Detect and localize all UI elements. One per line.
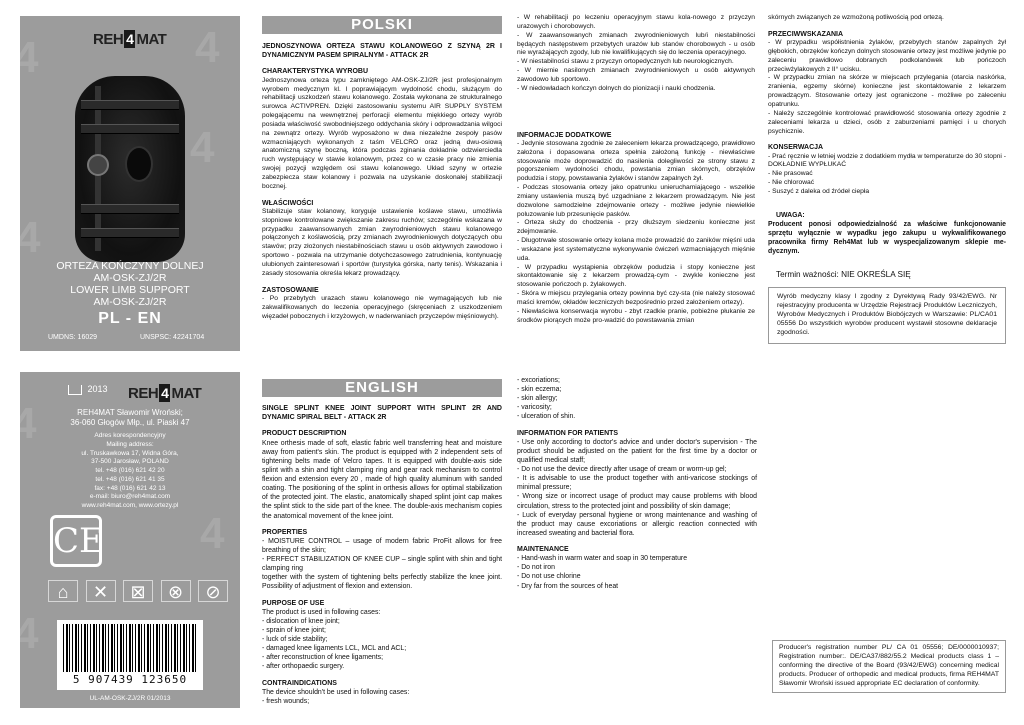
- registration-box-en: Producer's registration number PL/ CA 01 05556; DE/0000010937; Registration number:. DE/CA37/882/55.2 Medical products class 1 – conforming the directive of the Board (93/42/EWG) concerning medical products. Producer of orthopedic and medical products, firma REH4MAT Sławomir Wroński issued appropriate EC declaration of conformity.: [772, 640, 1006, 693]
- product-title-en: SINGLE SPLINT KNEE JOINT SUPPORT WITH SPLINT 2R AND DYNAMIC SPIRAL BELT - ATTACK 2R: [262, 405, 502, 422]
- section-heading: CONTRAINDICATIONS: [262, 679, 337, 687]
- list-item: - Hand-wash in warm water and soap in 30 temperature: [517, 555, 688, 563]
- knee-brace-photo: [75, 76, 185, 262]
- english-column-2: [517, 376, 757, 591]
- list-item: - damaged knee ligaments LCL, MCL and ACL;: [262, 645, 407, 653]
- list-item: - W rehabilitacji po leczeniu operacyjnym stawu kola-nowego z przyczyn urazowych i chorobowych.: [517, 14, 755, 30]
- watermark-4: 4: [195, 23, 220, 72]
- list-item: - Skóra w miejscu przylegania ortezy powinna być czy-sta (nie należy stosować maści kremów, okładów leczniczych bezpośrednio przed założeniem ortezy).: [517, 290, 755, 307]
- list-item: - Jedynie stosowana zgodnie ze zaleceniem lekarza prowadzącego, prawidłowo założona i dopasowana orteza spełnia założoną funkcję - niewłaściwe stosowanie może doprowadzić do nasilenia dolegliwości ze strony stawu z pogorszeniem wydolności chodu, powstania zmian skórnych, obrzęków podudzia i stopy, powstawania żylaków i stanów zapalnych żył.: [517, 139, 755, 183]
- barcode-bars: [63, 624, 197, 672]
- ce-mark: CE: [50, 515, 102, 567]
- list-item: - Nie chlorować: [768, 179, 815, 187]
- polski-column-3: [768, 14, 1006, 197]
- warning-label: UWAGA:: [776, 212, 805, 219]
- properties-text: Stabilizuje staw kolanowy, koryguje ustawienie koślawe stawu, umożliwia stopniowe kontrolowane zwiększanie zakresu ruchów; szczególnie wskazana w przypadku zaawansowanych zmian zwyrodnieniowych stawu kolanowego połączonych z koślawością, przy zmianach zwyrodnieniowych dotyczących obu stawów; przy złożonych niestabilnościach stawu u osób aktywnych zawodowo i sportowo - pozwala na utrzymanie dotychczasowego zatrudnienia, kontynuację ulubionych zainteresowań i sportów (turystyka górska, narty tenis). Wskazania i zasady stosowania określa lekarz prowadzący.: [262, 207, 502, 277]
- hand-wash-icon: ⌂: [48, 580, 78, 602]
- product-title-pl: JEDNOSZYNOWA ORTEZA STAWU KOLANOWEGO Z SZYNĄ 2R I DYNAMICZNYM PASEM SPIRALNYM - ATTACK 2R: [262, 43, 502, 60]
- list-item: - Długotrwałe stosowanie ortezy kolana może prowadzić do zaników mięśni uda - wskazane jest systematyczne wykonywanie ćwiczeń wzmacniających mięśnie uda.: [517, 237, 755, 262]
- list-item: - Nie prasować: [768, 170, 813, 178]
- use-text: - Po przebytych urazach stawu kolanowego nie wymagających lub nie zakwalifikowanych do leczenia operacyjnego (skręceniach z uszkodzeniem więzadeł pobocznych i krzyżowych, w naderwaniach przyczepów mięśniowych).: [262, 294, 502, 320]
- section-heading: ZASTOSOWANIE: [262, 286, 319, 294]
- no-iron-icon: ⊠: [123, 580, 153, 602]
- polski-column-2: [517, 14, 755, 326]
- barcode-digits: 5 907439 123650: [72, 673, 188, 686]
- section-heading: PROPERTIES: [262, 528, 308, 536]
- section-heading: MAINTENANCE: [517, 545, 569, 553]
- list-item: - fresh wounds;: [262, 697, 310, 705]
- list-item: - ulceration of shin.: [517, 413, 576, 421]
- correspondence-address: Adres korespondencyjny Mailing address: ul. Truskawkowa 17, Widna Góra, 37-500 Jarosław, POLAND tel. +48 (016) 621 42 20 tel. +48 (016) 621 41 35 fax: +48 (016) 621 42 13 e-mail: biuro@reh4mat.com www.reh4mat.com, www.ortezy.pl: [81, 432, 179, 510]
- list-item: - skin eczema;: [517, 386, 562, 394]
- no-tumble-dry-icon: ⊗: [161, 580, 191, 602]
- watermark-4: 4: [12, 399, 37, 448]
- section-heading: INFORMATION FOR PATIENTS: [517, 429, 619, 437]
- list-item: The product is used in following cases:: [262, 608, 381, 616]
- product-barcode: [57, 620, 203, 690]
- list-item: - Wrong size or incorrect usage of product may cause problems with blood circulation, stress to the protected joint and possibility of skin damage;: [517, 493, 757, 510]
- list-item: The device shouldn't be used in following cases:: [262, 688, 410, 696]
- list-item: - W przypadku zmian na skórze w miejscach przylegania (otarcia naskórka, zranienia, egzemy skórne) konieczne jest skontaktowanie z lekarzem prowadzącym. Stosowanie ortezy jest ograniczone - możliwe po zaleceniu opatrunku.: [768, 74, 1006, 108]
- list-item: - W miernie nasilonych zmianach zwyrodnieniowych u osób aktywnych zawodowo lub sportowo.: [517, 67, 755, 83]
- section-heading: PRZECIWWSKAZANIA: [768, 30, 844, 38]
- section-heading: INFORMACJE DODATKOWE: [517, 131, 612, 139]
- list-item: - Orteza służy do chodzenia - przy dłuższym siedzeniu konieczne jest zdejmowanie.: [517, 219, 755, 236]
- warning-text: Producent ponosi odpowiedzialność za właściwe funkcjonowanie sprzętu wyłącznie w wypadku jego zakupu u wykwalifikowanego pracownika firmy Reh4Mat lub w wyspecjalizowanym sklepie me-dycznym.: [768, 220, 1006, 255]
- list-item: - Należy szczególnie kontrolować prawidłowość stosowania ortezy zgodnie z zaleceniami lekarza u dzieci, osób z zaburzeniami pamięci i u chorych psychicznie.: [768, 109, 1006, 135]
- registration-box-pl: Wyrób medyczny klasy I zgodny z Dyrektywą Rady 93/42/EWG. Nr rejestracyjny producenta w Urzędzie Rejestracji Produktów Leczniczych, Wyrobów Medycznych i Produktów Biobójczych w Warszawie: PL/CA01 05556 Do wszystkich wyrobów producent wystawił stosowne deklaracje zgodności.: [768, 287, 1006, 344]
- english-banner: ENGLISH: [262, 379, 502, 397]
- list-item: - varicosity;: [517, 404, 552, 412]
- brand-logo: REH 4 MAT: [128, 384, 202, 402]
- polski-banner: POLSKI: [262, 16, 502, 34]
- no-bleach-icon: ✕: [86, 580, 116, 602]
- section-heading: KONSERWACJA: [768, 144, 824, 152]
- leaflet-code: UL-AM-OSK-ZJ/2R 01/2013: [89, 695, 171, 702]
- english-column-1: [262, 404, 502, 706]
- expiry-note: Termin ważności: NIE OKREŚLA SIĘ: [776, 270, 911, 279]
- manufacturer-year: 2013: [68, 384, 108, 395]
- list-item: - Prać ręcznie w letniej wodzie z dodatkiem mydła w temperaturze do 30 stopni - DOKŁADNIE WYPŁUKAĆ: [768, 152, 1006, 169]
- list-item: - after reconstruction of knee ligaments;: [262, 654, 384, 662]
- warning-note: [768, 212, 1006, 257]
- list-item: - Use only according to doctor's advice and under doctor's supervision - The product should be adjusted on the patient for the first time by a doctor or qualified medical staff;: [517, 438, 757, 464]
- list-item: - dislocation of knee joint;: [262, 617, 340, 625]
- list-item: - PERFECT STABILIZATION OF KNEE CUP – single splint with shin and tight clamping ring: [262, 556, 502, 573]
- product-name-en: LOWER LIMB SUPPORT AM-OSK-ZJ/2R: [70, 284, 190, 309]
- no-dry-clean-icon: ⊘: [198, 580, 228, 602]
- list-item: - Suszyć z daleka od źródeł ciepła: [768, 187, 870, 195]
- list-item: - Do not use chlorine: [517, 573, 581, 581]
- characteristics-text: Jednoszynowa orteza typu zamkniętego AM-OSK-ZJ/2R jest profesjonalnym wyrobem medycznym kl. I poprawiającym wydolność chodu, służącym do rehabilitacji uszkodzeń stawu kolanowego. Została wykonana ze strukturalnego surowca ACTIVPREN. Dzięki zastosowaniu systemu AIR SUPPLY SYSTEM polegającemu na wewnętrznej perforacji elementu miękkiego ortezy wyrób posiada właściwość swobodniejszego oddychania skóry i odprowadzania wilgoci na zewnątrz ortezy. Wyrób wyposażono w dwa niezależne zespoły pasów wzmacniających wykonanych z taśm VELCRO oraz jedną dwu-osiową anatomiczną szynę boczną, która podczas zginania dokładnie odzwierciedla ruch występujący w stawie kolanowym, przez co w czasie pracy nie zmienia swojej pozycji względem osi stawu kolanowego. Układ szyny w ortezie zabezpiecza staw kolanowy i pozwala na uzyskanie doskonałej stabilizacji bocznej.: [262, 76, 502, 190]
- watermark-4: 4: [16, 213, 41, 262]
- watermark-4: 4: [200, 509, 225, 558]
- umdns-code: UMDNS: 16029: [48, 334, 98, 341]
- list-item: skórnych związanych ze wzmożoną potliwością pod ortezą.: [768, 14, 944, 21]
- list-item: - Niewłaściwa konserwacja wyrobu - zbyt rzadkie pranie, pobieżne płukanie ze środków piorących może pro-wadzić do powstawania zmian: [517, 307, 755, 324]
- list-item: - Do not use the device directly after usage of cream or worm-up gel;: [517, 466, 727, 474]
- cover-panel-top: [14, 16, 240, 351]
- unspsc-code: UNSPSC: 42241704: [140, 334, 205, 341]
- watermark-4: 4: [14, 609, 39, 658]
- list-item: - Dry far from the sources of heat: [517, 582, 619, 590]
- list-item: - sprain of knee joint;: [262, 627, 326, 635]
- polski-column-1: [262, 42, 502, 321]
- list-item: - W zaawansowanych zmianach zwyrodnieniowych lub/i niestabilności będących następstwem przebytych urazów lub stanów chorobowych - u osób nie wyrażających zgody, lub nie kwalifikujących się do leczenia operacyjnego.: [517, 31, 755, 57]
- list-item: together with the system of tightening belts perfectly stabilize the knee joint. Possibility of adjustment of flexion and extension.: [262, 574, 502, 591]
- list-item: - W niedowładach kończyn dolnych do pionizacji i nauki chodzenia.: [517, 84, 716, 92]
- factory-icon: [68, 385, 82, 395]
- list-item: - W niestabilności stawu z przyczyn ortopedycznych lub neurologicznych.: [517, 58, 734, 66]
- section-heading: WŁAŚCIWOŚCI: [262, 199, 314, 207]
- list-item: - Do not iron: [517, 564, 555, 572]
- description-text: Knee orthesis made of soft, elastic fabric well transferring heat and moisture away from patient's skin. The product is equipped with 2 independent sets of tightening belts made of Velcro tapes. It is equipped with double-axis side splint with a shin and tight clamping ring and gear rack mechanism to control flexion and extension every 20 , made of high quality aluminum with sanded coating. The positioning of the splint in orthesis allows for optimal stabilization of the protected joint. The elastic, anatomically shaped splint joint cap makes the splint stick to the side part of the knee. The double-axis mechanism copies the anatomical movement of the knee joint.: [262, 439, 502, 520]
- section-heading: PURPOSE OF USE: [262, 599, 325, 607]
- company-address: REH4MAT Sławomir Wroński; 36-060 Głogów Młp., ul. Piaski 47: [70, 408, 190, 428]
- care-symbols: [48, 580, 228, 602]
- list-item: - Luck of everyday personal hygiene or wrong maintenance and washing of the product may cause excoriations or allergic reaction connected with increased sweating and bacterial flora.: [517, 511, 757, 537]
- list-item: - skin allergy;: [517, 395, 558, 403]
- list-item: - W przypadku wystąpienia obrzęków podudzia i stopy konieczne jest skontaktowanie się z lekarzem prowadzą-cym - zwykle konieczne jest stosowanie pończoch p. żylakowych.: [517, 263, 755, 289]
- section-heading: CHARAKTERYSTYKA WYROBU: [262, 68, 369, 76]
- list-item: - W przypadku współistnienia żylaków, przebytych stanów zapalnych żył głębokich, obrzęków kończyn dolnych stosowanie ortezy jest możliwe jedynie po zaleceniu prawidłowo dobranych podkolanówek lub pończoch przeciwżylakowych z II° ucisku.: [768, 39, 1006, 73]
- language-label: PL - EN: [98, 310, 162, 327]
- product-name-pl: ORTEZA KOŃCZYNY DOLNEJ AM-OSK-ZJ/2R: [56, 260, 204, 285]
- list-item: - MOISTURE CONTROL – usage of modern fabric ProFit allows for free breathing of the skin;: [262, 537, 502, 555]
- brand-logo: REH 4 MAT: [93, 30, 167, 48]
- list-item: - after orthopaedic surgery.: [262, 663, 345, 671]
- section-heading: PRODUCT DESCRIPTION: [262, 430, 347, 438]
- watermark-4: 4: [14, 33, 39, 82]
- list-item: - excoriations;: [517, 377, 560, 384]
- list-item: - luck of side stability;: [262, 636, 328, 644]
- list-item: - It is advisable to use the product together with anti-varicose stockings of minimal pressure;: [517, 475, 757, 492]
- watermark-4: 4: [190, 123, 215, 172]
- list-item: - Podczas stosowania ortezy jako opatrunku unieruchamiającego - wszelkie zmiany ustawienia muszą być uzgadniane z lekarzem prowadzącym. Nie jest dozwolone samodzielne zdejmowanie ortezy - możliwe jedynie niewielkie poluzowanie lub przesunięcie pasków.: [517, 184, 755, 218]
- cover-panel-bottom: [12, 372, 240, 708]
